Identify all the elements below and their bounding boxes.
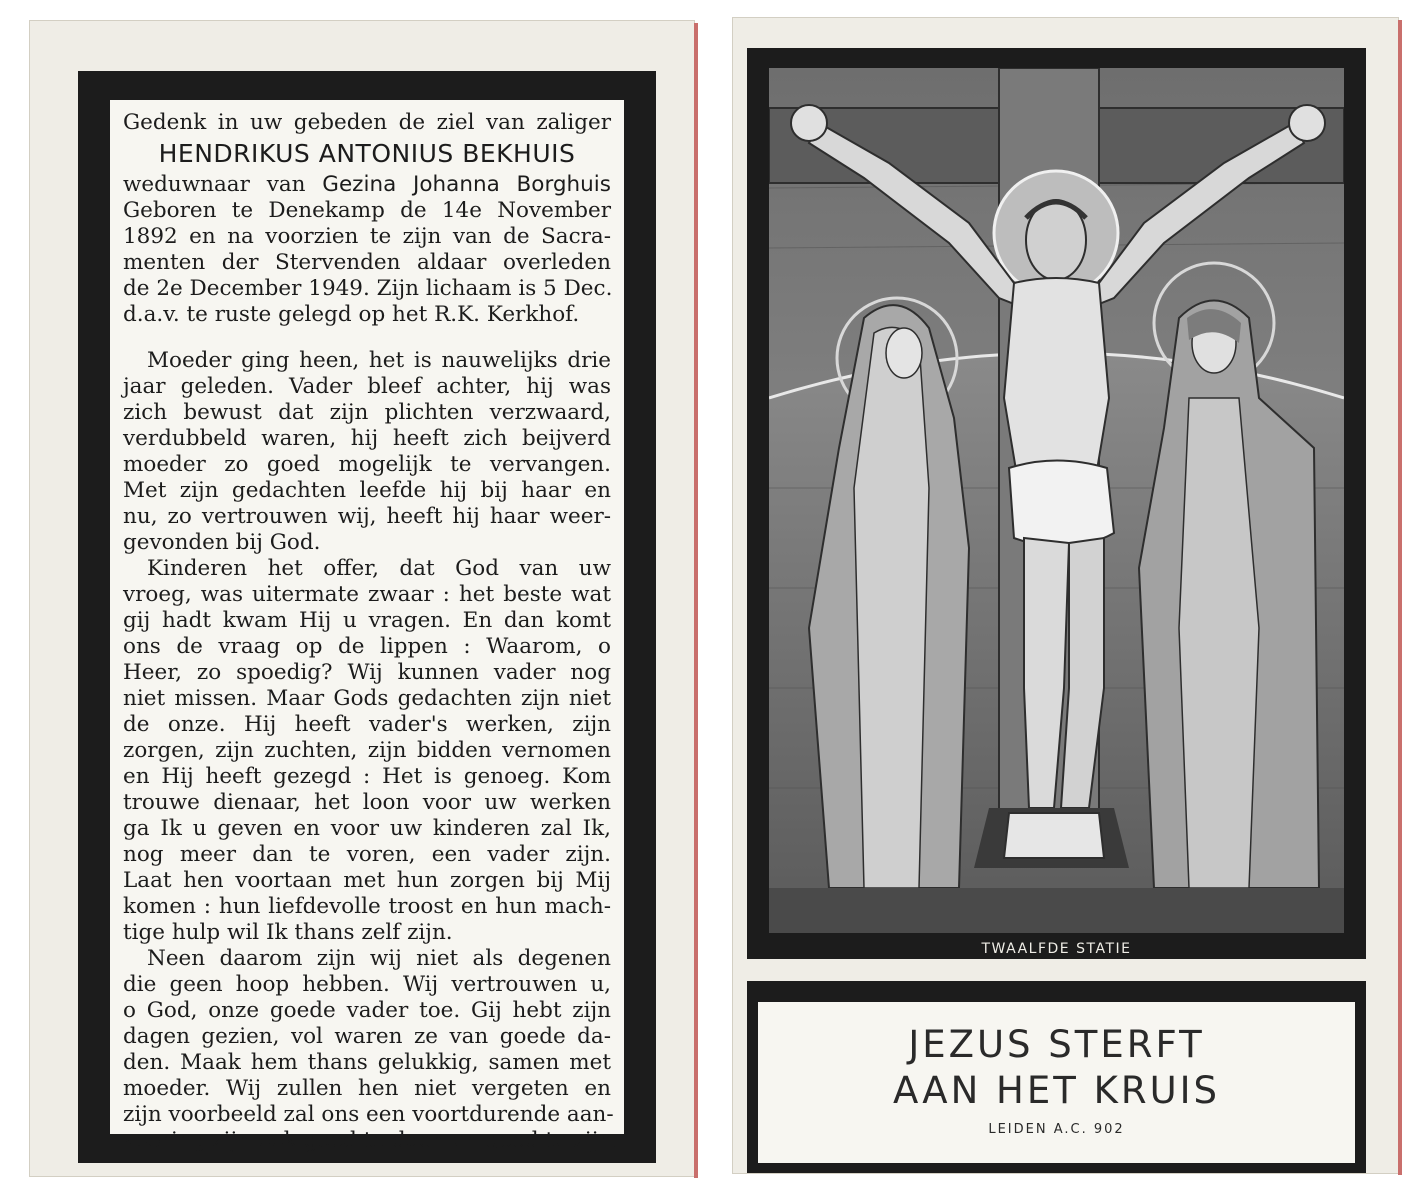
text-line: d.a.v. te ruste gelegd op het R.K. Kerkhof. [123,302,580,327]
text-line: Met zijn gedachten leefde hij bij haar en [123,478,611,503]
text-line: menten der Stervenden aldaar overleden [123,250,611,275]
station-caption: TWAALFDE STATIE [981,941,1132,957]
illustration-frame [747,48,1366,959]
text-line: tige hulp wil Ik thans zelf zijn. [123,920,453,945]
spouse-line [123,172,611,198]
title-line-1: JEZUS STERFT [908,1023,1205,1066]
text-line: den. Maak hem thans gelukkig, samen met [123,1050,611,1075]
text-line: vroeg, was uitermate zwaar : het beste wat [123,582,611,607]
paragraph-1 [123,348,611,556]
text-line: komen : hun liefdevolle troost en hun mach- [123,894,611,919]
paragraph-2 [123,556,611,946]
deceased-name: HENDRIKUS ANTONIUS BEKHUIS [158,139,576,168]
text-line: trouwe dienaar, het loon voor uw werken [123,790,611,815]
title-panel [758,1002,1355,1163]
text-line: Heer, zo spoedig? Wij kunnen vader nog [123,660,611,685]
text-line: o God, onze goede vader toe. Gij hebt zijn [123,998,611,1023]
text-line: Laat hen voortaan met hun zorgen bij Mij [123,868,611,893]
text-line: Moeder ging heen, het is nauwelijks drie [147,348,611,373]
text-line: 1892 en na voorzien te zijn van de Sacra- [123,224,611,249]
text-line: zich bewust dat zijn plichten verzwaard, [123,400,611,425]
memorial-card-image-side [732,17,1399,1174]
text-line: jaar geleden. Vader bleef achter, hij was [123,374,611,399]
memorial-text [110,100,624,1153]
text-line: sporing zijn ook goed te doen en goed te zijn. [123,1128,620,1153]
card-edge [694,23,698,1178]
crucifixion-illustration [769,68,1344,933]
text-line: nu, zo vertrouwen wij, heeft hij haar weer- [123,504,611,529]
mourning-border [78,71,656,1163]
card-edge [1398,20,1402,1175]
text-line: moeder zo goed mogelijk te vervangen. [123,452,611,477]
text-line: Geboren te Denekamp de 14e November [123,198,611,223]
text-line: gij hadt kwam Hij u vragen. En dan komt [123,608,611,633]
text-line: zorgen, zijn zuchten, zijn bidden vernomen [123,738,611,763]
spouse-prefix: weduwnaar van [123,172,306,197]
text-line: niet missen. Maar Gods gedachten zijn niet [123,686,611,711]
text-line: die geen hoop hebben. Wij vertrouwen u, [123,972,611,997]
text-line: de onze. Hij heeft vader's werken, zijn [123,712,611,737]
printer-mark: LEIDEN A.C. 902 [988,1122,1125,1137]
paragraph-3 [123,946,620,1154]
text-line: de 2e December 1949. Zijn lichaam is 5 Dec. [123,276,613,301]
spouse-name: Gezina Johanna Borghuis [322,172,611,197]
bio-block [123,198,611,328]
title-line-2: AAN HET KRUIS [892,1069,1221,1112]
intro-line: Gedenk in uw gebeden de ziel van zaliger [123,110,611,135]
title-frame [747,981,1366,1173]
text-line: gevonden bij God. [123,530,321,555]
text-line: moeder. Wij zullen hen niet vergeten en [123,1076,611,1101]
text-line: Kinderen het offer, dat God van uw [147,556,611,581]
text-line: zijn voorbeeld zal ons een voortdurende aan- [123,1102,614,1127]
text-line: dagen gezien, vol waren ze van goede da- [123,1024,611,1049]
text-line: ga Ik u geven en voor uw kinderen zal Ik, [123,816,611,841]
text-line: nog meer dan te voren, een vader zijn. [123,842,611,867]
text-line: ons de vraag op de lippen : Waarom, o [123,634,611,659]
memorial-card-text-side [29,20,695,1177]
text-line: verdubbeld waren, hij heeft zich beijverd [123,426,611,451]
text-line: Neen daarom zijn wij niet als degenen [147,946,611,971]
text-line: en Hij heeft gezegd : Het is genoeg. Kom [123,764,611,789]
